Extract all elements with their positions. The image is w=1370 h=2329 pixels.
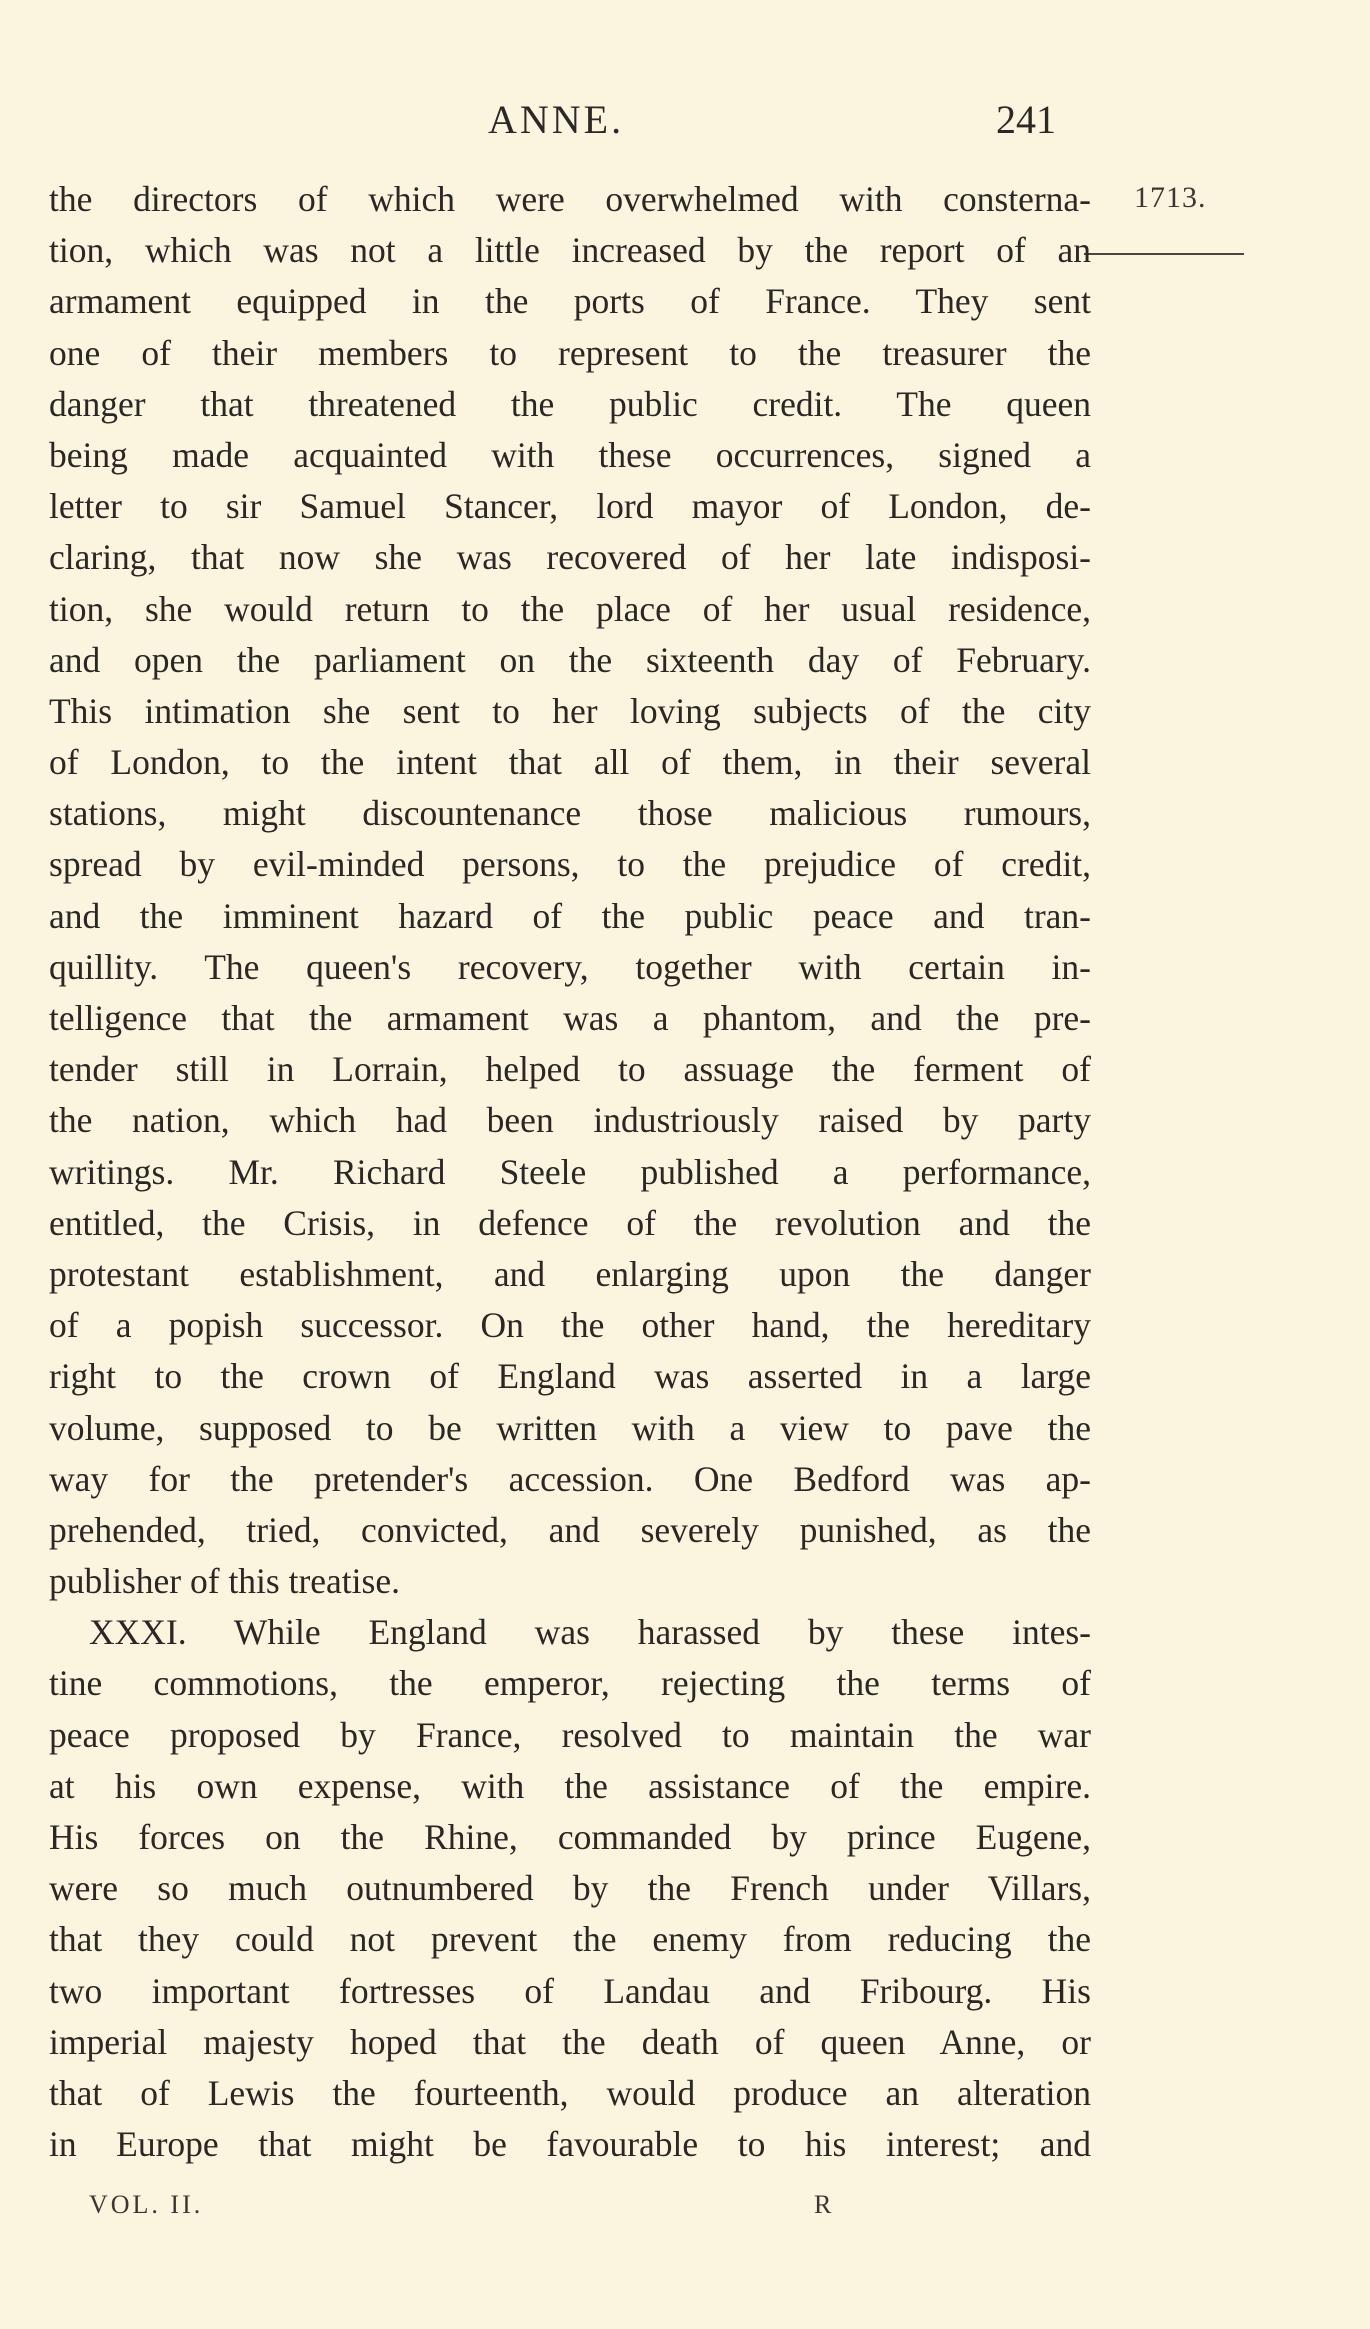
- text-line: at his own expense, with the assistance of the empire.: [49, 1765, 1091, 1806]
- text-line: one of their members to represent to the treasurer the: [49, 332, 1091, 373]
- text-line: of a popish successor. On the other hand, the hereditary: [49, 1305, 1091, 1346]
- text-line: protestant establishment, and enlarging upon the danger: [49, 1253, 1091, 1294]
- text-line: right to the crown of England was asserted in a large: [49, 1356, 1091, 1397]
- text-line: and the imminent hazard of the public peace and tran-: [49, 895, 1091, 936]
- text-line: tion, she would return to the place of her usual residence,: [49, 588, 1091, 629]
- text-line: His forces on the Rhine, commanded by prince Eugene,: [49, 1817, 1091, 1857]
- text-line: quillity. The queen's recovery, together with certain in-: [49, 946, 1091, 987]
- margin-year-note: 1713.: [1134, 181, 1207, 214]
- text-line: tion, which was not a little increased by the report of an: [49, 230, 1091, 271]
- page-number: 241: [996, 97, 1056, 142]
- running-head-title: ANNE.: [488, 97, 625, 142]
- text-line: tine commotions, the emperor, rejecting the terms of: [49, 1663, 1091, 1704]
- text-line: the nation, which had been industriously raised by party: [49, 1100, 1091, 1141]
- text-line: claring, that now she was recovered of her late indisposi-: [49, 537, 1091, 578]
- text-line: peace proposed by France, resolved to maintain the war: [49, 1714, 1091, 1755]
- text-line: in Europe that might be favourable to his interest; and: [49, 2124, 1091, 2165]
- text-line: danger that threatened the public credit. The queen: [49, 383, 1091, 424]
- volume-label: VOL. II.: [89, 2190, 204, 2219]
- text-line: being made acquainted with these occurrences, signed a: [49, 434, 1091, 475]
- text-line: prehended, tried, convicted, and severely punished, as the: [49, 1509, 1091, 1550]
- page-footer: [0, 2190, 1370, 2230]
- text-line: the directors of which were overwhelmed with consterna-: [49, 179, 1091, 219]
- text-line: that they could not prevent the enemy from reducing the: [49, 1919, 1091, 1960]
- signature-mark: R: [814, 2190, 832, 2219]
- text-line: stations, might discountenance those malicious rumours,: [49, 793, 1091, 834]
- text-line: of London, to the intent that all of them, in their several: [49, 742, 1091, 783]
- text-line-paragraph-end: publisher of this treatise.: [49, 1561, 400, 1602]
- text-line: imperial majesty hoped that the death of queen Anne, or: [49, 2021, 1091, 2062]
- text-line: two important fortresses of Landau and Fribourg. His: [49, 1970, 1091, 2011]
- text-line: telligence that the armament was a phantom, and the pre-: [49, 998, 1091, 1038]
- text-line: entitled, the Crisis, in defence of the revolution and the: [49, 1202, 1091, 1243]
- text-line: and open the parliament on the sixteenth day of February.: [49, 639, 1091, 680]
- body-text: [49, 174, 1091, 2170]
- text-line: volume, supposed to be written with a view to pave the: [49, 1407, 1091, 1448]
- text-line: were so much outnumbered by the French under Villars,: [49, 1868, 1091, 1909]
- text-line: that of Lewis the fourteenth, would produce an alteration: [49, 2072, 1091, 2113]
- text-line: writings. Mr. Richard Steele published a performance,: [49, 1151, 1091, 1192]
- text-line: tender still in Lorrain, helped to assuage the ferment of: [49, 1049, 1091, 1090]
- text-line: way for the pretender's accession. One Bedford was ap-: [49, 1458, 1091, 1499]
- text-line-section-start: XXXI. While England was harassed by these intes-: [89, 1612, 1091, 1653]
- text-line: letter to sir Samuel Stancer, lord mayor of London, de-: [49, 486, 1091, 527]
- margin-rule: [1084, 253, 1244, 255]
- text-line: This intimation she sent to her loving subjects of the city: [49, 690, 1091, 731]
- text-line: armament equipped in the ports of France. They sent: [49, 281, 1091, 322]
- text-line: spread by evil-minded persons, to the prejudice of credit,: [49, 844, 1091, 885]
- running-head: [0, 96, 1370, 152]
